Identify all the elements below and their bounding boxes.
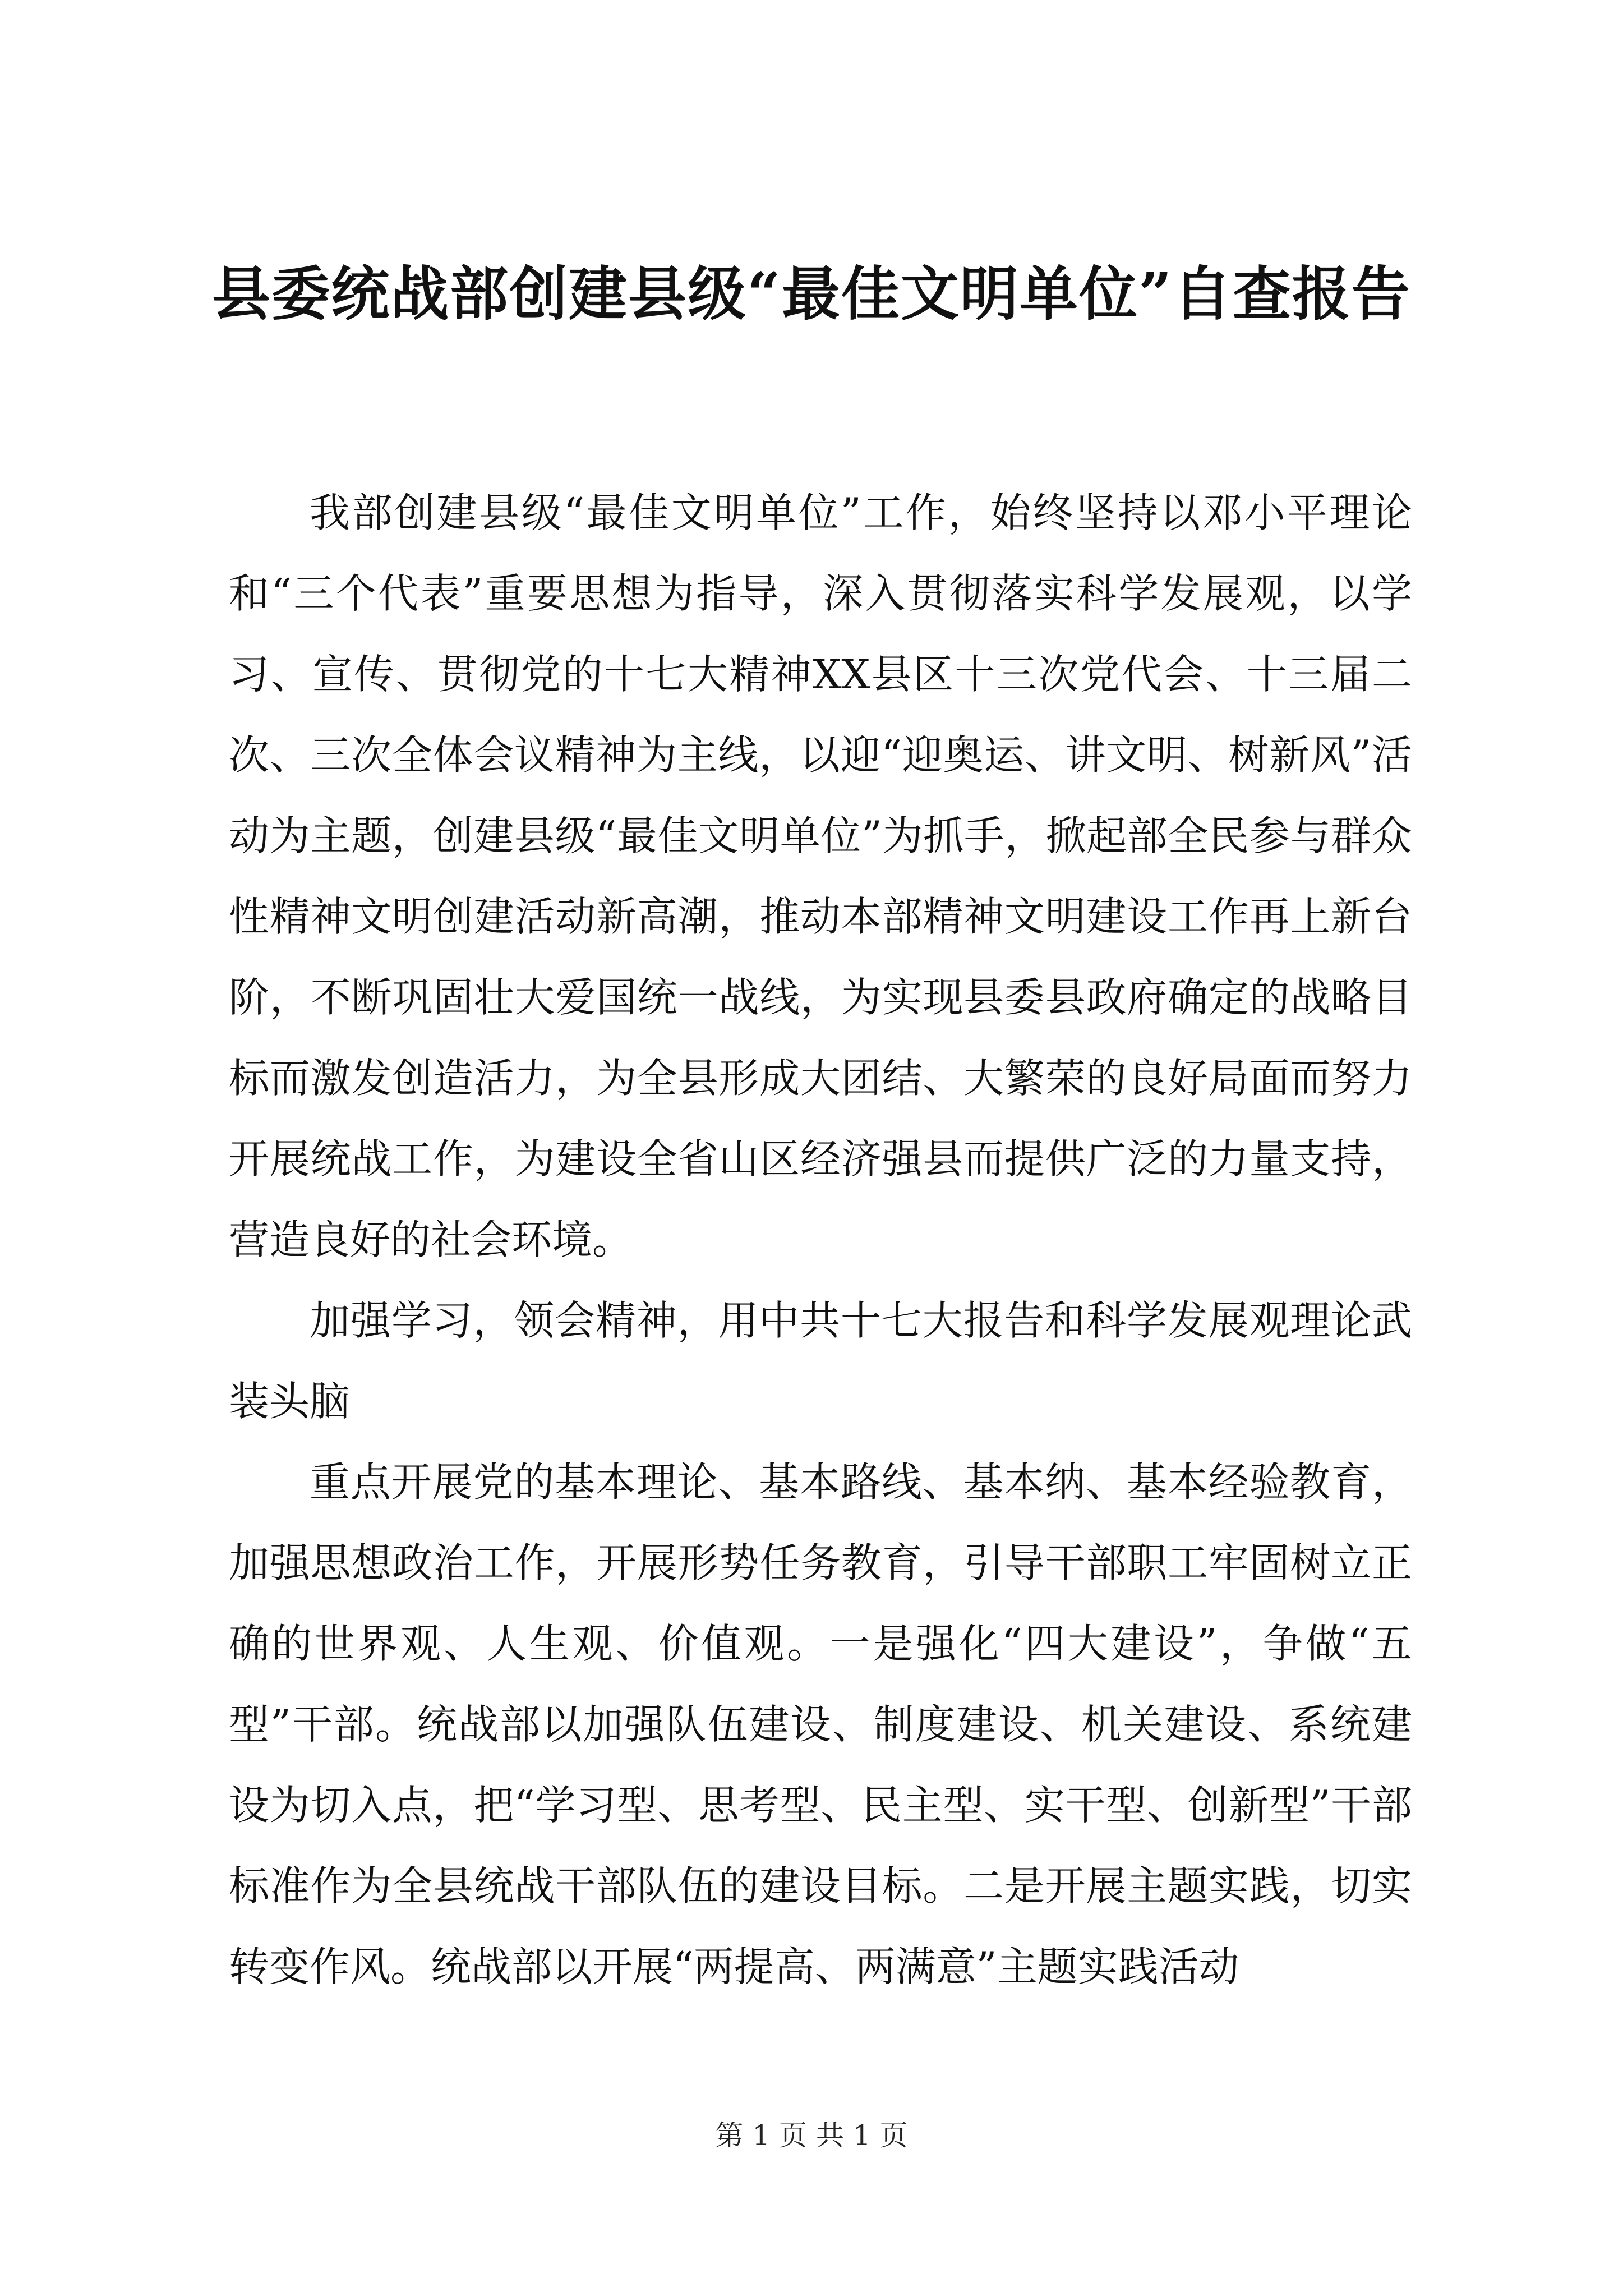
document-title: 县委统战部创建县级“最佳文明单位”自查报告 <box>212 259 1411 328</box>
page-footer: 第 1 页 共 1 页 <box>715 2119 908 2152</box>
paragraph-education: 重点开展党的基本理论、基本路线、基本纳、基本经验教育，加强思想政治工作，开展形势任务教育，引导干部职工牢固树立正确的世界观、人生观、价值观。一是强化“四大建设”，争做“五型”干部。统战部以加强队伍建设、制度建设、机关建设、系统建设为切入点，把“学习型、思考型、民主型、实干型、创新型”干部标准作为全县统战干部队伍的建设目标。二是开展主题实践，切实转变作风。统战部以开展“两提高、两满意”主题实践活动 <box>229 1458 1412 1990</box>
document-body <box>229 472 1412 2007</box>
paragraph-intro: 我部创建县级“最佳文明单位”工作，始终坚持以邓小平理论和“三个代表”重要思想为指导，深入贯彻落实科学发展观，以学习、宣传、贯彻党的十七大精神XX县区十三次党代会、十三届二次、三次全体会议精神为主线，以迎“迎奥运、讲文明、树新风”活动为主题，创建县级“最佳文明单位”为抓手，掀起部全民参与群众性精神文明创建活动新高潮，推动本部精神文明建设工作再上新台阶，不断巩固壮大爱国统一战线，为实现县委县政府确定的战略目标而激发创造活力，为全县形成大团结、大繁荣的良好局面而努力开展统战工作，为建设全省山区经济强县而提供广泛的力量支持，营造良好的社会环境。 <box>229 489 1412 1263</box>
paragraph-section-heading: 加强学习，领会精神，用中共十七大报告和科学发展观理论武装头脑 <box>229 1297 1412 1425</box>
